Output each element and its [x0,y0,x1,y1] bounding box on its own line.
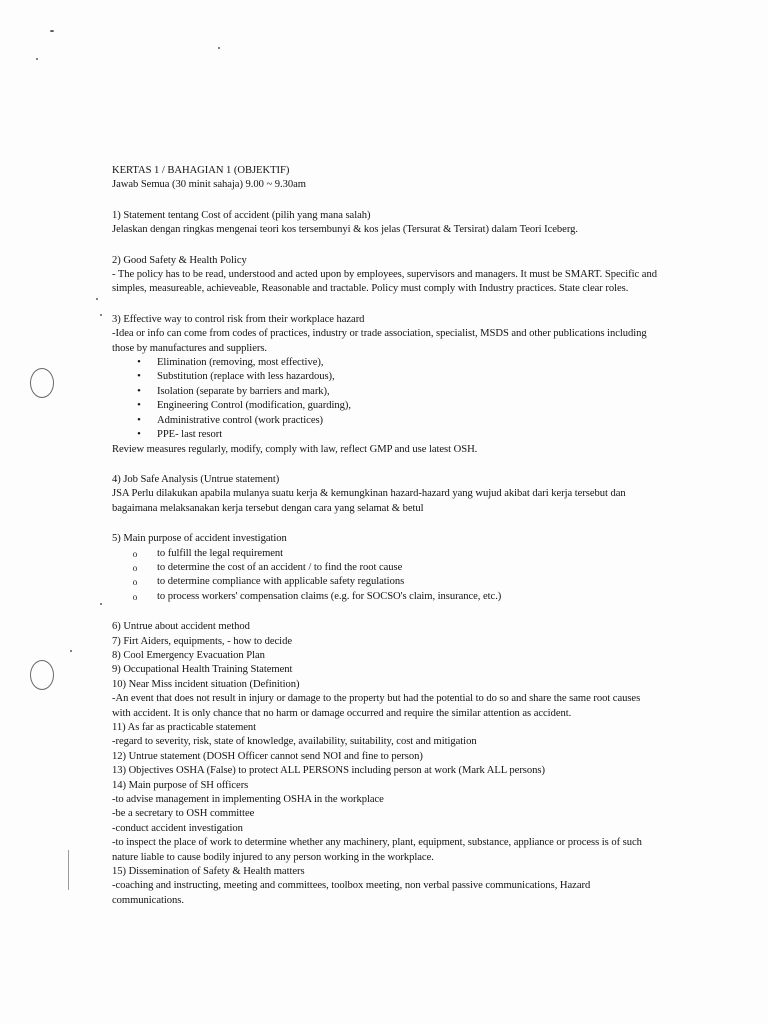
section-heading: 3) Effective way to control risk from their workplace hazard [112,313,365,325]
scan-edge-mark [68,850,69,890]
list-item-text: Isolation (separate by barriers and mark), [157,385,330,397]
list-item-text: to process workers' compensation claims (e.g. for SOCSO's claim, insurance, etc.) [157,590,502,602]
list-item-text: to determine compliance with applicable safety regulations [157,576,405,588]
list-item-text: PPE- last resort [157,429,223,441]
list-item-text: Elimination (removing, most effective), [157,357,324,369]
item-heading: 6) Untrue about accident method [112,621,250,633]
item-body: -to advise management in implementing OSHA in the workplace [112,794,384,806]
bullet-marker: • [137,414,141,426]
section-5 [112,532,660,604]
scan-speck [50,30,54,32]
section-2 [112,254,660,297]
list-item-text: to fulfill the legal requirement [157,547,284,559]
list-item [112,561,660,575]
item-body: -conduct accident investigation [112,822,243,834]
section-4 [112,473,660,516]
list-item-text: Administrative control (work practices) [157,414,324,426]
bullet-marker: • [137,400,141,412]
section-heading: 2) Good Safety & Health Policy [112,254,247,266]
item-heading: 10) Near Miss incident situation (Definition) [112,678,300,690]
item-body: -regard to severity, risk, state of knowledge, availability, suitability, cost and mitigation [112,736,477,748]
item-heading: 14) Main purpose of SH officers [112,779,249,791]
section-heading: 4) Job Safe Analysis (Untrue statement) [112,473,280,485]
punch-hole-top [30,368,54,398]
list-item [112,575,660,589]
section-footer: Review measures regularly, modify, comply with law, reflect GMP and use latest OSH. [112,443,478,455]
bullet-marker: • [137,385,141,397]
item-body: -An event that does not result in injury or damage to the property but had the potential to do so and share the same root causes with accident. It is only chance that no harm or damage occurred and require the similar attention as accident. [112,693,641,719]
scan-speck [70,650,72,652]
list-item [112,590,660,604]
bullet-marker: • [137,371,141,383]
document-body [112,164,660,908]
list-item-text: Engineering Control (modification, guarding), [157,400,351,412]
bullet-marker: • [137,429,141,441]
list-item [112,414,660,428]
item-heading: 8) Cool Emergency Evacuation Plan [112,649,265,661]
item-body: -coaching and instructing, meeting and committees, toolbox meeting, non verbal passive communications, Hazard communications. [112,880,591,906]
circle-marker: o [132,548,138,559]
section-body: - The policy has to be read, understood and acted upon by employees, supervisors and managers. It must be SMART. Specific and simples, measureable, achieveable, Reasonable and tractable. Policy must comply with Industry practices. State clear roles. [112,269,657,295]
section-body: Jelaskan dengan ringkas mengenai teori kos tersembunyi & kos jelas (Tersurat & Tersirat) dalam Teori Iceberg. [112,224,578,236]
scan-speck [96,298,98,300]
list-item-text: Substitution (replace with less hazardous), [157,371,335,383]
section-intro: -Idea or info can come from codes of practices, industry or trade association, specialist, MSDS and other publications including those by manufactures and suppliers. [112,328,647,354]
item-heading: 11) As far as practicable statement [112,722,257,733]
section-1 [112,209,660,238]
document-header [112,164,660,193]
list-item-text: to determine the cost of an accident / to find the root cause [157,561,403,573]
list-item [112,399,660,413]
scan-speck [100,314,102,316]
item-heading: 7) Firt Aiders, equipments, - how to decide [112,635,292,647]
circle-marker: o [132,591,138,602]
item-heading: 13) Objectives OSHA (False) to protect ALL PERSONS including person at work (Mark ALL persons) [112,765,545,777]
item-heading: 9) Occupational Health Training Statement [112,664,293,676]
list-item [112,547,660,561]
bullet-marker: • [137,357,141,369]
item-heading: 15) Dissemination of Safety & Health matters [112,866,305,878]
circle-marker: o [132,562,138,573]
investigation-purpose-list [112,547,660,605]
item-body: -to inspect the place of work to determine whether any machinery, plant, equipment, substance, appliance or process is of such nature liable to cause bodily injured to any person working in the workplace. [112,837,642,863]
list-item [112,370,660,384]
scan-speck [36,58,38,60]
circle-marker: o [132,577,138,588]
section-6-to-15 [112,620,660,908]
section-heading: 1) Statement tentang Cost of accident (pilih yang mana salah) [112,209,371,221]
document-title: KERTAS 1 / BAHAGIAN 1 (OBJEKTIF) [112,165,290,176]
section-3 [112,313,660,457]
item-body: -be a secretary to OSH committee [112,808,255,820]
item-heading: 12) Untrue statement (DOSH Officer cannot send NOI and fine to person) [112,750,423,762]
control-hierarchy-list [112,356,660,442]
list-item [112,356,660,370]
section-body: JSA Perlu dilakukan apabila mulanya suatu kerja & kemungkinan hazard-hazard yang wujud akibat dari kerja tersebut dan bagaimana melaksanakan kerja tersebut dengan cara yang selamat & betul [112,488,626,514]
section-heading: 5) Main purpose of accident investigation [112,533,287,545]
list-item [112,428,660,442]
punch-hole-bottom [30,660,54,690]
document-subtitle: Jawab Semua (30 minit sahaja) 9.00 ~ 9.30am [112,179,306,191]
scan-speck [100,603,102,605]
scan-speck [218,47,220,49]
list-item [112,385,660,399]
